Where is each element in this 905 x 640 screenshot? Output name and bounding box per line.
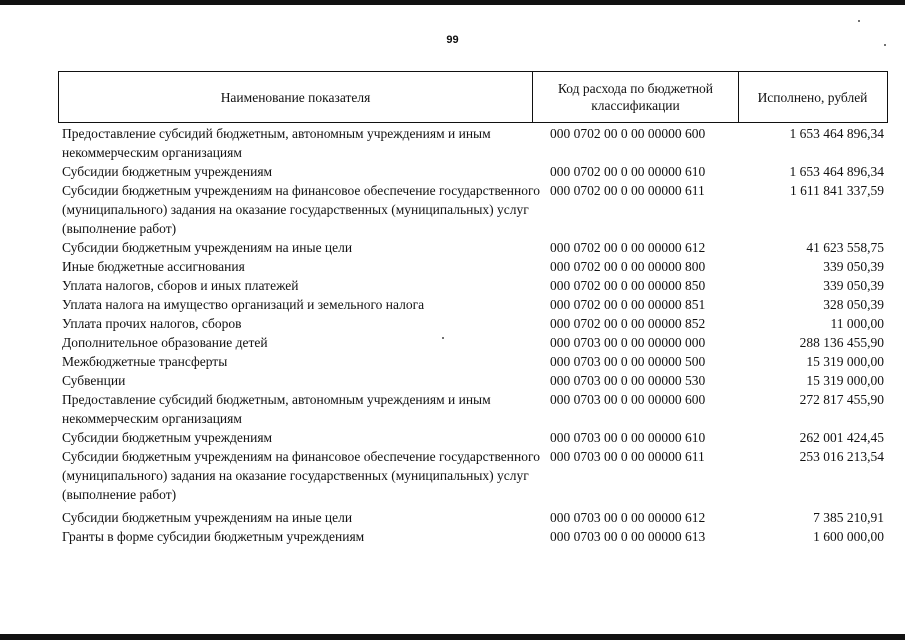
row-amount: 11 000,00 [830,316,884,331]
row-name: Предоставление субсидий бюджетным, автономным учреждениям и иным некоммерческим организациям [62,392,491,426]
row-name: Субвенции [62,373,126,388]
row-name: Дополнительное образование детей [62,335,268,350]
row-amount: 253 016 213,54 [799,449,884,464]
row-amount: 7 385 210,91 [813,510,884,525]
row-amount: 288 136 455,90 [799,335,884,350]
row-code: 000 0703 00 0 00 00000 613 [550,529,706,544]
row-amount: 272 817 455,90 [799,392,884,407]
row-name: Субсидии бюджетным учреждениям на финансовое обеспечение государственного (муниципального) задания на оказание государственных (муниципальных) услуг (выполнение работ) [62,449,540,502]
scan-speck [858,20,860,22]
table-row [62,257,884,276]
row-name: Субсидии бюджетным учреждениям [62,430,273,445]
table-row [62,352,884,371]
row-name: Уплата прочих налогов, сборов [62,316,242,331]
row-code: 000 0703 00 0 00 00000 610 [550,430,706,445]
table-row [62,314,884,333]
row-amount: 1 611 841 337,59 [790,183,884,198]
row-name: Субсидии бюджетным учреждениям на финансовое обеспечение государственного (муниципального) задания на оказание государственных (муниципальных) услуг (выполнение работ) [62,183,540,236]
row-amount: 339 050,39 [823,278,884,293]
page-number: 99 [446,34,459,46]
row-code: 000 0702 00 0 00 00000 851 [550,297,706,312]
table-row [62,447,884,508]
table-row [62,333,884,352]
row-name: Предоставление субсидий бюджетным, автономным учреждениям и иным некоммерческим организациям [62,126,491,160]
row-code: 000 0702 00 0 00 00000 800 [550,259,706,274]
row-code: 000 0703 00 0 00 00000 000 [550,335,706,350]
table-row [62,124,884,162]
row-code: 000 0702 00 0 00 00000 612 [550,240,706,255]
row-amount: 15 319 000,00 [806,373,884,388]
table-row [62,238,884,257]
row-code: 000 0703 00 0 00 00000 500 [550,354,706,369]
row-name: Субсидии бюджетным учреждениям на иные цели [62,240,353,255]
row-amount: 15 319 000,00 [806,354,884,369]
table-row [62,371,884,390]
scan-edge-bottom [0,634,905,640]
table-body [62,124,884,546]
header-code: Код расхода по бюджетной классификации [533,72,739,122]
table-row [62,508,884,527]
table-row [62,527,884,546]
header-amount: Исполнено, рублей [757,89,868,105]
table-row [62,181,884,238]
row-code: 000 0703 00 0 00 00000 530 [550,373,706,388]
scan-edge-top [0,0,905,5]
table-row [62,162,884,181]
row-code: 000 0702 00 0 00 00000 850 [550,278,706,293]
row-name: Субсидии бюджетным учреждениям [62,164,273,179]
row-code: 000 0702 00 0 00 00000 610 [550,164,706,179]
row-code: 000 0702 00 0 00 00000 852 [550,316,706,331]
row-code: 000 0703 00 0 00 00000 612 [550,510,706,525]
row-name: Субсидии бюджетным учреждениям на иные цели [62,510,353,525]
row-code: 000 0703 00 0 00 00000 600 [550,392,706,407]
row-code: 000 0702 00 0 00 00000 600 [550,126,706,141]
table-row [62,276,884,295]
row-amount: 1 653 464 896,34 [789,164,884,179]
row-amount: 1 600 000,00 [813,529,884,544]
table-header [58,71,888,123]
row-code: 000 0702 00 0 00 00000 611 [550,183,705,198]
header-name: Наименование показателя [59,72,533,122]
table-row [62,428,884,447]
row-name: Иные бюджетные ассигнования [62,259,245,274]
row-name: Уплата налога на имущество организаций и земельного налога [62,297,425,312]
row-amount: 41 623 558,75 [806,240,884,255]
row-name: Межбюджетные трансферты [62,354,228,369]
row-amount: 339 050,39 [823,259,884,274]
row-code: 000 0703 00 0 00 00000 611 [550,449,705,464]
table-row [62,390,884,428]
row-amount: 328 050,39 [823,297,884,312]
table-row [62,295,884,314]
row-name: Уплата налогов, сборов и иных платежей [62,278,299,293]
row-name: Гранты в форме субсидии бюджетным учреждениям [62,529,365,544]
row-amount: 1 653 464 896,34 [789,126,884,141]
row-amount: 262 001 424,45 [799,430,884,445]
